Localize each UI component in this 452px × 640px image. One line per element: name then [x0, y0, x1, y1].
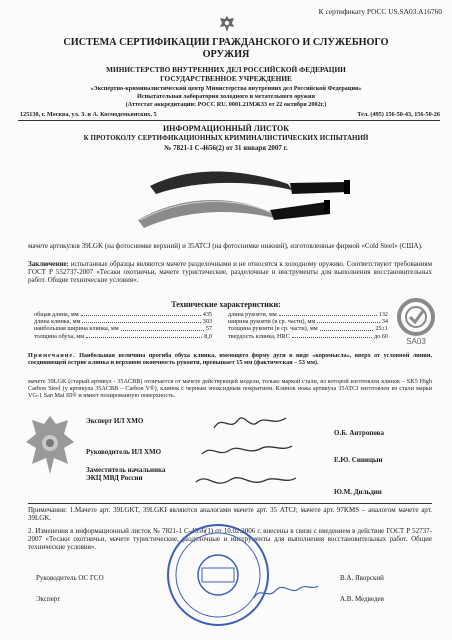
spec-row: толщина обуха, мм 8,0: [34, 332, 212, 340]
conclusion-label: Заключение:: [28, 260, 69, 268]
handwritten-signature-4: [250, 580, 320, 604]
system-title: СИСТЕМА СЕРТИФИКАЦИИ ГРАЖДАНСКОГО И СЛУЖЕБНОГО ОРУЖИЯ: [63, 37, 389, 60]
signature-divider: [28, 503, 432, 504]
specs-left: [34, 311, 212, 340]
specs-right: [228, 311, 388, 340]
phone: Тел. (495) 156-50-43, 156-50-26: [357, 111, 440, 118]
handwritten-signature-3: [190, 470, 300, 492]
footer-role-2: Эксперт: [36, 595, 61, 603]
signature-role-1: Эксперт ИЛ ХМО: [86, 417, 144, 425]
signature-name-1: О.Б. Антропова: [334, 429, 384, 437]
spec-row: ширина рукояти (в ср. части), мм 34: [228, 318, 388, 326]
certification-logo-icon: [393, 296, 439, 346]
doc-number: № 7821-1 С-4656(2) от 31 января 2007 г.: [164, 144, 288, 152]
address: 125130, г. Москва, ул. З. и А. Космодемьянских, 5: [20, 111, 157, 118]
spec-row: твердость клинка, HRC до 60: [228, 332, 388, 340]
handwritten-signature-1: [210, 412, 290, 434]
footer-role-1: Руководитель ОС ГСО: [36, 574, 104, 582]
doc-title: ИНФОРМАЦИОННЫЙ ЛИСТОК: [162, 124, 290, 133]
center-name: «Экспертно-криминалистический центр Министерства внутренних дел Российской Федерации»: [90, 85, 362, 92]
signature-name-3: Ю.М. Дильдин: [334, 488, 382, 496]
conclusion-block: [28, 260, 432, 284]
footer-name-1: В.А. Яворский: [340, 574, 384, 582]
signature-name-2: Е.Ю. Синицын: [334, 456, 383, 464]
note-1-text: Наибольшая величина прогиба обуха клинка, имеющего форму дуги в виде «коромысла», вверх от условной линии, соединяющей острие клинка и верхнюю окончность рукояти, превышает 15 мм (фактическая – 53 мм).: [28, 352, 432, 367]
footer-name-2: А.В. Медведев: [340, 595, 384, 603]
conclusion-text: испытанные образцы являются мачете разделочными и не относятся к холодному оружию. Соответствуют требованиям ГОСТ Р 552737-2007 «Тесаки охотничьи, мачете туристические, разделочные и инструменты для выполнения восстановительных работ. Общие технические условия».: [28, 260, 433, 284]
spec-row: наибольшая ширина клинка, мм 57: [34, 325, 212, 333]
logo-code: SA03: [406, 337, 426, 346]
ministry-name: МИНИСТЕРСТВО ВНУТРЕННИХ ДЕЛ РОССИЙСКОЙ ФЕДЕРАЦИИ: [106, 65, 346, 74]
note-label: Примечание.: [28, 352, 76, 359]
spec-row: длина рукояти, мм 132: [228, 311, 388, 318]
institution-name: ГОСУДАРСТВЕННОЕ УЧРЕЖДЕНИЕ: [160, 74, 292, 83]
signature-role-2: Руководитель ИЛ ХМО: [86, 448, 162, 456]
spec-row: толщина рукояти (в ср. части), мм 25±1: [228, 325, 388, 333]
lab-name: Испытательная лаборатория холодного и метательного оружия: [137, 93, 315, 100]
eagle-emblem-icon: [218, 14, 236, 34]
spec-row: длина клинка, мм 303: [34, 318, 212, 326]
signature-role-3: Заместитель начальника ЭКЦ МВД России: [86, 466, 166, 482]
accreditation: (Аттестат аккредитации: РОСС RU. 0001.21МЖ33 от 22 октября 2002г.): [125, 101, 327, 108]
spec-row: общая длина, мм 435: [34, 311, 212, 318]
header-divider: [18, 120, 440, 121]
certificate-ref: К сертификату РОСС US.SA03.A16760: [318, 7, 442, 16]
doc-subtitle: К ПРОТОКОЛУ СЕРТИФИКАЦИОННЫХ КРИМИНАЛИСТИЧЕСКИХ ИСПЫТАНИЙ: [83, 134, 369, 142]
note-1: [28, 352, 432, 366]
note-2-text: мачете 39LGK (старый артикул - 35ACBB) отличается от мачете действующей модели, только маркой стали, из которой изготовлен клинок – SK5 High Carbon Steel (у артикула 35ACBB – Carbon V®), клинок с черным эпоксидным покрытием. Клинок ножа артикула 35ATCJ изготовлен из стали марки VG-1 San Mai III® и имеет полированную поверхность.: [28, 378, 432, 400]
intro-text: мачете артикулов 39LGK (на фотоснимке верхний) и 35ATCJ (на фотоснимке нижний), изготовленные фирмой «Cold Steel» (США).: [28, 242, 423, 250]
tech-title: Технические характеристики:: [171, 300, 281, 309]
ministry-seal-icon: [20, 410, 80, 480]
blue-stamp-icon: [160, 520, 276, 630]
bottom-note-2: 2. Изменения в информационный листок № 7821-1 С-4656(1) от 10.02.2006 г. внесены в связи с введением в действие ГОСТ Р 52737-2007 «Тесаки охотничьи, мачете туристические, разделочные и инструменты для выполнения восстановительных работ. Общие технические условия».: [28, 527, 432, 551]
handwritten-signature-2: [196, 440, 296, 462]
machete-photo: [120, 158, 360, 238]
bottom-note-1: Примечания: 1.Мачете арт. 39LGKT, 39LGKI являются аналогами мачете арт. 35 ATCJ; мачете арт. 97KMS – аналогом мачете арт. 39LGK.: [28, 506, 432, 522]
